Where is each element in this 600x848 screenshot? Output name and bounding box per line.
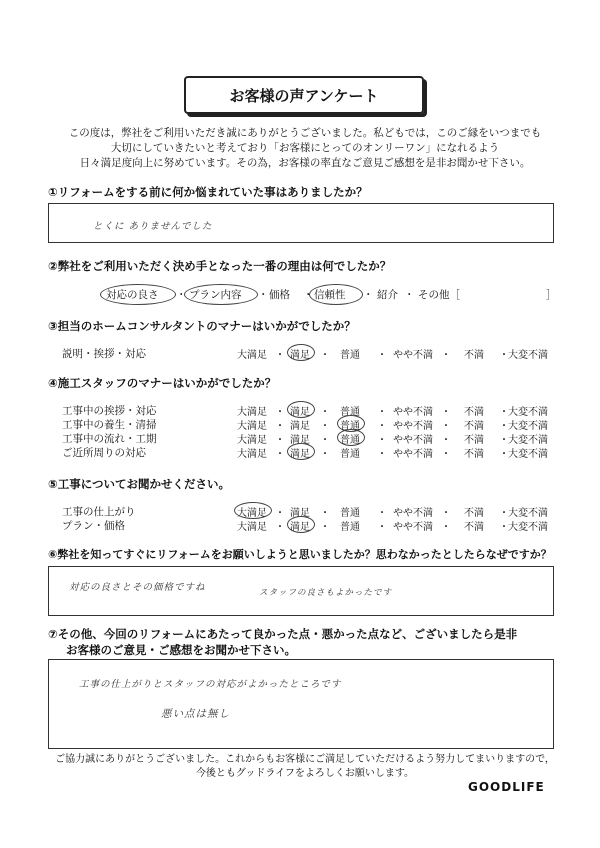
rating-option[interactable]: 大満足 <box>237 449 267 460</box>
separator: ・ <box>499 522 509 533</box>
separator: ・ <box>441 350 451 361</box>
option-other-close: ］ <box>546 289 557 301</box>
separator: ・ <box>275 435 285 446</box>
rating-option[interactable]: 普通 <box>340 508 360 519</box>
rating-option[interactable]: 大変不満 <box>508 522 548 533</box>
separator: ・ <box>275 449 285 460</box>
rating-scale <box>0 504 600 518</box>
rating-row-label: プラン・価格 <box>62 520 125 532</box>
rating-option[interactable]: 大満足 <box>237 522 267 533</box>
footer-line: ご協力誠にありがとうございました。これからもお客様にご満足していただけるよう努力してまいりますので， <box>55 754 555 765</box>
rating-scale <box>0 403 600 417</box>
footer-text <box>40 753 570 781</box>
rating-option[interactable]: やや不満 <box>393 421 433 432</box>
question-6-answer: 対応の良さとその価格ですね <box>69 582 206 593</box>
intro-line: 大切にしていきたいと考えており「お客様にとってのオンリーワン」になれるよう <box>110 142 500 154</box>
question-7-label: ⑦その他、今回のリフォームにあたって良かった点・悪かった点など、ございましたら是非 <box>48 627 518 641</box>
question-7-answer-box[interactable] <box>48 659 554 749</box>
rating-option[interactable]: 不満 <box>464 421 484 432</box>
separator: ・ <box>176 289 187 301</box>
rating-option[interactable]: 不満 <box>464 407 484 418</box>
question-7-label: お客様のご意見・ご感想をお聞かせ下さい。 <box>66 643 296 657</box>
rating-row-label: 説明・挨拶・対応 <box>62 348 146 360</box>
separator: ・ <box>320 407 330 418</box>
rating-option[interactable]: 大変不満 <box>508 449 548 460</box>
question-1-label: ①リフォームをする前に何か悩まれていた事はありましたか？ <box>48 185 368 199</box>
rating-option[interactable]: やや不満 <box>393 350 433 361</box>
separator: ・ <box>377 407 387 418</box>
rating-option[interactable]: 大満足 <box>237 421 267 432</box>
separator: ・ <box>441 407 451 418</box>
rating-option[interactable]: 大変不満 <box>508 407 548 418</box>
intro-line: 日々満足度向上に努めています。その為，お客様の率直なご意見ご感想を是非お聞かせ下さい。 <box>79 157 531 169</box>
rating-option[interactable]: やや不満 <box>393 508 433 519</box>
rating-scale <box>0 518 600 532</box>
footer-line: 今後ともグッドライフをよろしくお願いします。 <box>195 768 415 779</box>
rating-option[interactable]: 大満足 <box>237 350 267 361</box>
rating-option[interactable]: やや不満 <box>393 407 433 418</box>
rating-option[interactable]: 普通 <box>340 435 360 446</box>
separator: ・ <box>320 522 330 533</box>
rating-scale <box>0 417 600 431</box>
rating-option[interactable]: 大変不満 <box>508 435 548 446</box>
question-2-options <box>100 287 560 303</box>
survey-title <box>184 76 424 114</box>
separator: ・ <box>303 289 314 301</box>
question-1-answer-box[interactable] <box>48 203 554 243</box>
question-6-answer-box[interactable] <box>48 566 554 616</box>
rating-option[interactable]: 不満 <box>464 522 484 533</box>
option-trust[interactable]: 信頼性 <box>314 289 346 301</box>
rating-scale <box>0 445 600 459</box>
separator: ・ <box>320 421 330 432</box>
company-logo: GOODLIFE <box>468 780 545 794</box>
rating-scale <box>0 431 600 445</box>
separator: ・ <box>499 350 509 361</box>
rating-option[interactable]: 満足 <box>290 407 310 418</box>
question-6-answer: スタッフの良さもよかったです <box>259 588 393 598</box>
rating-option[interactable]: 不満 <box>464 508 484 519</box>
separator: ・ <box>499 407 509 418</box>
separator: ・ <box>275 508 285 519</box>
separator: ・ <box>441 449 451 460</box>
separator: ・ <box>377 508 387 519</box>
separator: ・ <box>441 435 451 446</box>
question-6-label: ⑥弊社を知ってすぐにリフォームをお願いしようと思いましたか？思わなかったとしたらなぜですか？ <box>48 548 552 561</box>
separator: ・ <box>441 522 451 533</box>
separator: ・ <box>258 289 269 301</box>
separator: ・ <box>275 407 285 418</box>
rating-option[interactable]: 普通 <box>340 407 360 418</box>
rating-option[interactable]: 満足 <box>290 449 310 460</box>
separator: ・ <box>320 350 330 361</box>
rating-option[interactable]: 不満 <box>464 449 484 460</box>
rating-option[interactable]: 普通 <box>340 350 360 361</box>
rating-option[interactable]: 大満足 <box>237 435 267 446</box>
separator: ・ <box>377 522 387 533</box>
separator: ・ <box>499 421 509 432</box>
question-3-label: ③担当のホームコンサルタントのマナーはいかがでしたか？ <box>48 319 356 333</box>
rating-option[interactable]: 大変不満 <box>508 350 548 361</box>
rating-option[interactable]: 大変不満 <box>508 508 548 519</box>
rating-scale <box>0 346 600 360</box>
rating-option[interactable]: 不満 <box>464 435 484 446</box>
question-7-answer: 工事の仕上がりとスタッフの対応がよかったところです <box>79 679 342 690</box>
option-service[interactable]: 対応の良さ <box>106 289 159 301</box>
question-1-answer: とくに ありませんでした <box>93 221 213 232</box>
question-4-label: ④施工スタッフのマナーはいかがでしたか？ <box>48 376 277 390</box>
intro-text <box>40 126 570 171</box>
separator: ・ <box>499 508 509 519</box>
separator: ・ <box>275 522 285 533</box>
separator: ・ <box>320 449 330 460</box>
separator: ・ <box>499 435 509 446</box>
rating-option[interactable]: 大満足 <box>237 407 267 418</box>
rating-option[interactable]: 満足 <box>290 508 310 519</box>
separator: ・ <box>377 435 387 446</box>
separator: ・ <box>377 350 387 361</box>
rating-row-label: 工事中の挨拶・対応 <box>62 405 157 417</box>
separator: ・ <box>275 421 285 432</box>
rating-row-label: 工事中の養生・清掃 <box>62 419 157 431</box>
rating-option[interactable]: やや不満 <box>393 449 433 460</box>
separator: ・ <box>441 421 451 432</box>
separator: ・ <box>377 421 387 432</box>
rating-option[interactable]: 満足 <box>290 350 310 361</box>
option-price[interactable]: 価格 <box>269 289 290 301</box>
option-plan[interactable]: プラン内容 <box>189 289 242 301</box>
rating-option[interactable]: 大満足 <box>237 508 267 519</box>
rating-option[interactable]: 満足 <box>290 522 310 533</box>
survey-title-text: お客様の声アンケート <box>229 86 379 105</box>
separator: ・ <box>275 350 285 361</box>
question-2-label: ②弊社をご利用いただく決め手となった一番の理由は何でしたか？ <box>48 259 392 273</box>
rating-option[interactable]: 普通 <box>340 522 360 533</box>
separator: ・ <box>441 508 451 519</box>
rating-option[interactable]: 不満 <box>464 350 484 361</box>
rating-option[interactable]: やや不満 <box>393 522 433 533</box>
separator: ・ <box>320 435 330 446</box>
separator: ・ <box>363 289 374 301</box>
rating-row-label: ご近所周りの対応 <box>62 447 146 459</box>
separator: ・ <box>377 449 387 460</box>
question-5-label: ⑤工事についてお聞かせください。 <box>48 477 231 491</box>
separator: ・ <box>499 449 509 460</box>
rating-option[interactable]: やや不満 <box>393 435 433 446</box>
separator: ・ <box>320 508 330 519</box>
intro-line: この度は，弊社をご利用いただき誠にありがとうございました。私どもでは，このご縁をいつまでも <box>68 127 542 139</box>
rating-row-label: 工事の仕上がり <box>62 506 136 518</box>
rating-row-label: 工事中の流れ・工期 <box>62 433 157 445</box>
question-7-answer: 悪い点は無し <box>161 708 230 720</box>
rating-option[interactable]: 満足 <box>290 435 310 446</box>
rating-option[interactable]: 普通 <box>340 421 360 432</box>
rating-option[interactable]: 大変不満 <box>508 421 548 432</box>
option-referral[interactable]: 紹介 <box>377 289 398 301</box>
rating-option[interactable]: 普通 <box>340 449 360 460</box>
rating-option[interactable]: 満足 <box>290 421 310 432</box>
separator: ・ <box>404 289 415 301</box>
option-other[interactable]: その他［ <box>418 289 460 301</box>
